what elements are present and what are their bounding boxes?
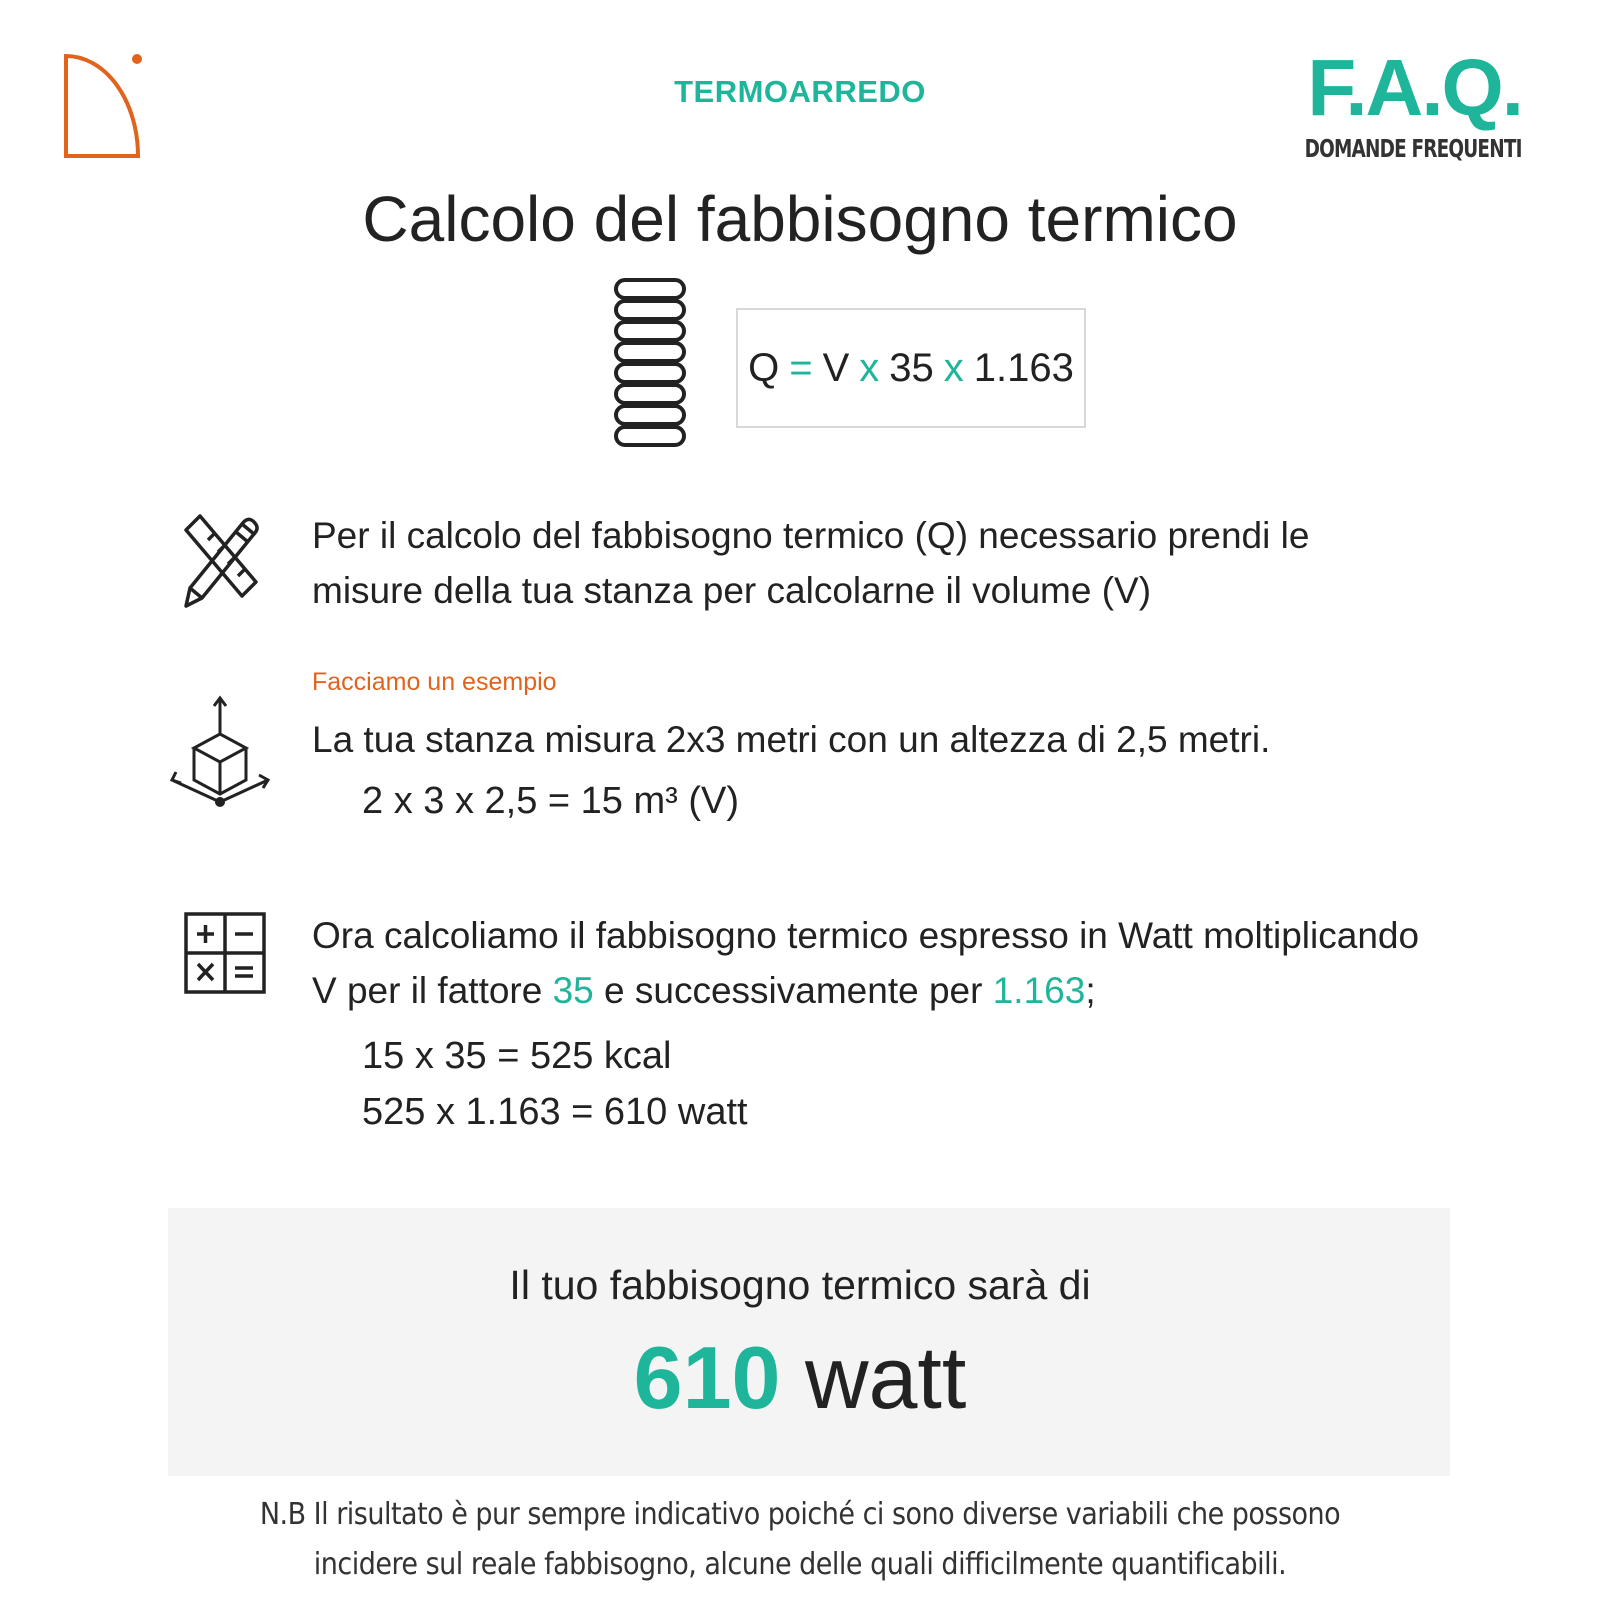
- step1-line1: Per il calcolo del fabbisogno termico (Q) necessario prendi le: [312, 515, 1310, 556]
- formula-factor-1163: 1.163: [973, 345, 1074, 390]
- radiator-icon: [612, 278, 688, 448]
- example-label: Facciamo un esempio: [312, 668, 557, 696]
- formula-factor-35: 35: [889, 345, 934, 390]
- kcal-calculation: 15 x 35 = 525 kcal: [362, 1035, 672, 1077]
- result-intro: Il tuo fabbisogno termico sarà di: [509, 1262, 1091, 1308]
- watt-calculation: 525 x 1.163 = 610 watt: [362, 1091, 748, 1133]
- page-title: Calcolo del fabbisogno termico: [362, 183, 1238, 255]
- footnote-line1: N.B Il risultato è pur sempre indicativo poiché ci sono diverse variabili che possono: [259, 1497, 1341, 1532]
- factor-1163-highlight: 1.163: [992, 970, 1086, 1011]
- factor-35-highlight: 35: [552, 970, 594, 1011]
- step2-text: La tua stanza misura 2x3 metri con un altezza di 2,5 metri.: [312, 719, 1271, 760]
- step3-line2-end: ;: [1085, 970, 1096, 1011]
- step1-line2: misure della tua stanza per calcolarne il volume (V): [312, 570, 1152, 611]
- formula-equals: =: [789, 345, 813, 390]
- formula-box: [736, 308, 1086, 428]
- calculator-operators-icon: [184, 912, 266, 994]
- step3-line1: Ora calcoliamo il fabbisogno termico espresso in Watt moltiplicando: [312, 915, 1420, 956]
- formula-q: Q: [748, 345, 780, 390]
- formula-times-1: x: [859, 345, 880, 390]
- section-tag: TERMOARREDO: [674, 74, 926, 109]
- footnote-line2: incidere sul reale fabbisogno, alcune delle quali difficilmente quantificabili.: [313, 1547, 1287, 1582]
- step3-line2: [312, 963, 1472, 1018]
- step1-text: [312, 508, 1462, 618]
- step3-line2-pre: V per il fattore: [312, 970, 553, 1011]
- step3-text: [312, 908, 1472, 1018]
- result-unit: watt: [804, 1328, 967, 1427]
- volume-calculation: 2 x 3 x 2,5 = 15 m³ (V): [362, 780, 739, 822]
- result-number: 610: [633, 1328, 781, 1427]
- result-value: [0, 1328, 1600, 1427]
- formula-v: V: [822, 345, 850, 390]
- faq-title: F.A.Q.: [1307, 43, 1522, 132]
- step3-line2-mid: e successivamente per: [593, 970, 993, 1011]
- footnote: [0, 1490, 1600, 1590]
- cube-axes-icon: [168, 694, 272, 818]
- formula-times-2: x: [943, 345, 964, 390]
- ruler-pencil-icon: [180, 510, 260, 610]
- faq-subtitle: DOMANDE FREQUENTI: [1305, 134, 1522, 163]
